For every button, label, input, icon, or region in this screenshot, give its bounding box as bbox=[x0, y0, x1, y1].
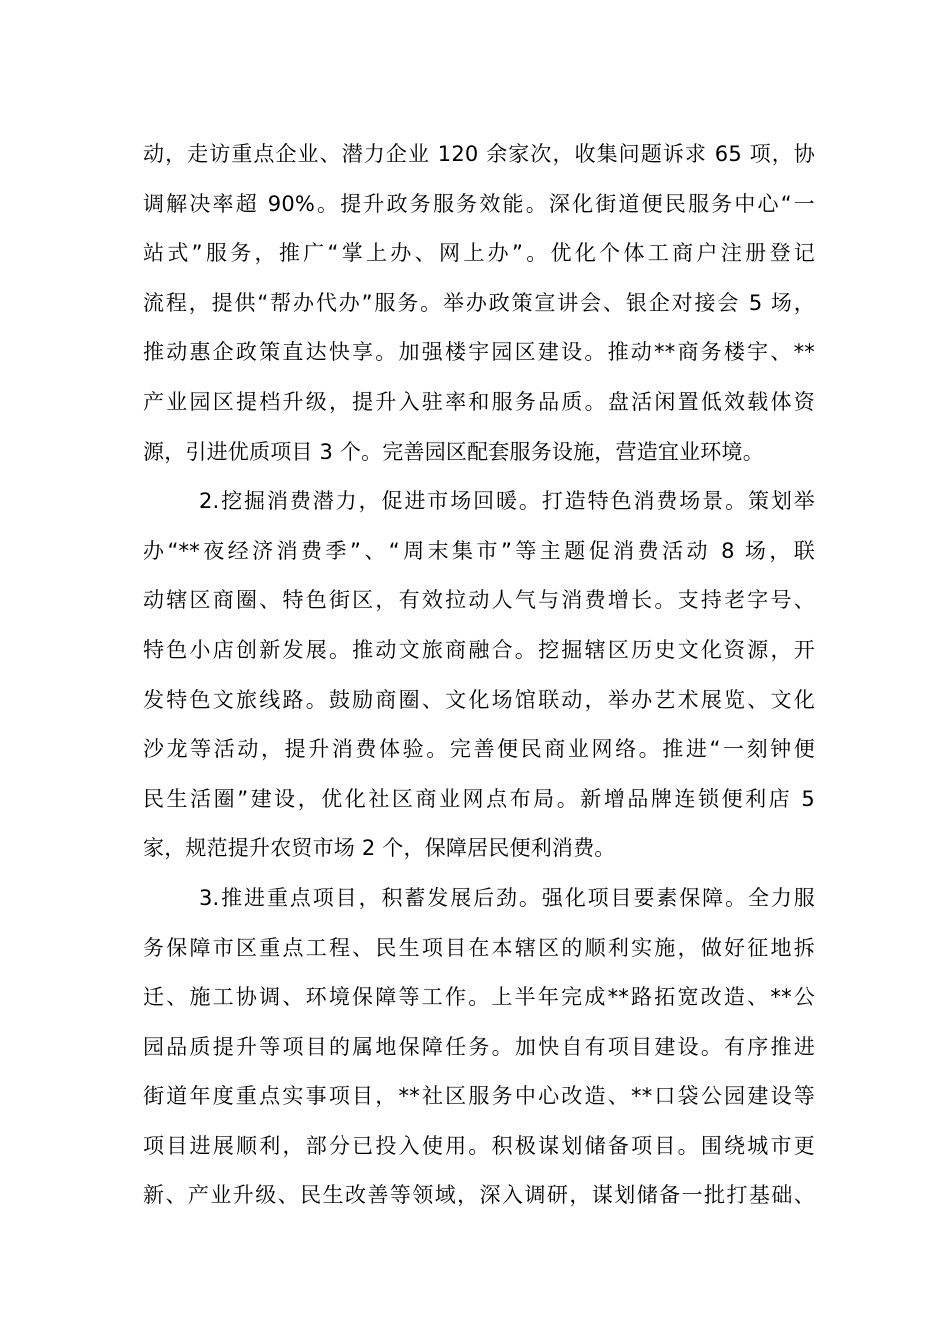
text-line: 发特色文旅线路。鼓励商圈、文化场馆联动，举办艺术展览、文化 bbox=[143, 687, 815, 712]
text-line: 动辖区商圈、特色街区，有效拉动人气与消费增长。支持老字号、 bbox=[143, 588, 815, 613]
text-line: 动，走访重点企业、潜力企业 120 余家次，收集问题诉求 65 项，协 bbox=[143, 142, 815, 166]
text-line: 项目进展顺利，部分已投入使用。积极谋划储备项目。围绕城市更 bbox=[143, 1133, 815, 1158]
text-line: 办“**夜经济消费季”、“周末集市”等主题促消费活动 8 场，联 bbox=[143, 538, 815, 563]
text-line: 务保障市区重点工程、民生项目在本辖区的顺利实施，做好征地拆 bbox=[143, 935, 815, 960]
text-line: 街道年度重点实事项目，**社区服务中心改造、**口袋公园建设等 bbox=[143, 1084, 815, 1109]
text-line: 园品质提升等项目的属地保障任务。加快自有项目建设。有序推进 bbox=[143, 1034, 815, 1059]
text-line: 产业园区提档升级，提升入驻率和服务品质。盘活闲置低效载体资 bbox=[143, 389, 815, 414]
text-line: 迁、施工协调、环境保障等工作。上半年完成**路拓宽改造、**公 bbox=[143, 985, 815, 1010]
paragraph-2-start: 2.挖掘消费潜力，促进市场回暖。打造特色消费场景。策划举 bbox=[199, 489, 815, 514]
text-line: 流程，提供“帮办代办”服务。举办政策宣讲会、银企对接会 5 场， bbox=[143, 290, 815, 315]
text-line: 沙龙等活动，提升消费体验。完善便民商业网络。推进“一刻钟便 bbox=[143, 737, 815, 762]
paragraph-3-start: 3.推进重点项目，积蓄发展后劲。强化项目要素保障。全力服 bbox=[199, 885, 815, 910]
text-line: 推动惠企政策直达快享。加强楼宇园区建设。推动**商务楼宇、** bbox=[143, 340, 815, 365]
text-line: 源，引进优质项目 3 个。完善园区配套服务设施，营造宜业环境。 bbox=[143, 439, 764, 464]
text-line: 民生活圈”建设，优化社区商业网点布局。新增品牌连锁便利店 5 bbox=[143, 786, 815, 811]
text-line: 新、产业升级、民生改善等领域，深入调研，谋划储备一批打基础、 bbox=[143, 1183, 815, 1208]
body-text bbox=[143, 130, 815, 1221]
text-line: 调解决率超 90%。提升政务服务效能。深化街道便民服务中心“一 bbox=[143, 191, 815, 216]
text-line: 特色小店创新发展。推动文旅商融合。挖掘辖区历史文化资源，开 bbox=[143, 637, 815, 662]
text-line: 家，规范提升农贸市场 2 个，保障居民便利消费。 bbox=[143, 836, 616, 861]
text-line: 站式”服务，推广“掌上办、网上办”。优化个体工商户注册登记 bbox=[143, 241, 815, 266]
